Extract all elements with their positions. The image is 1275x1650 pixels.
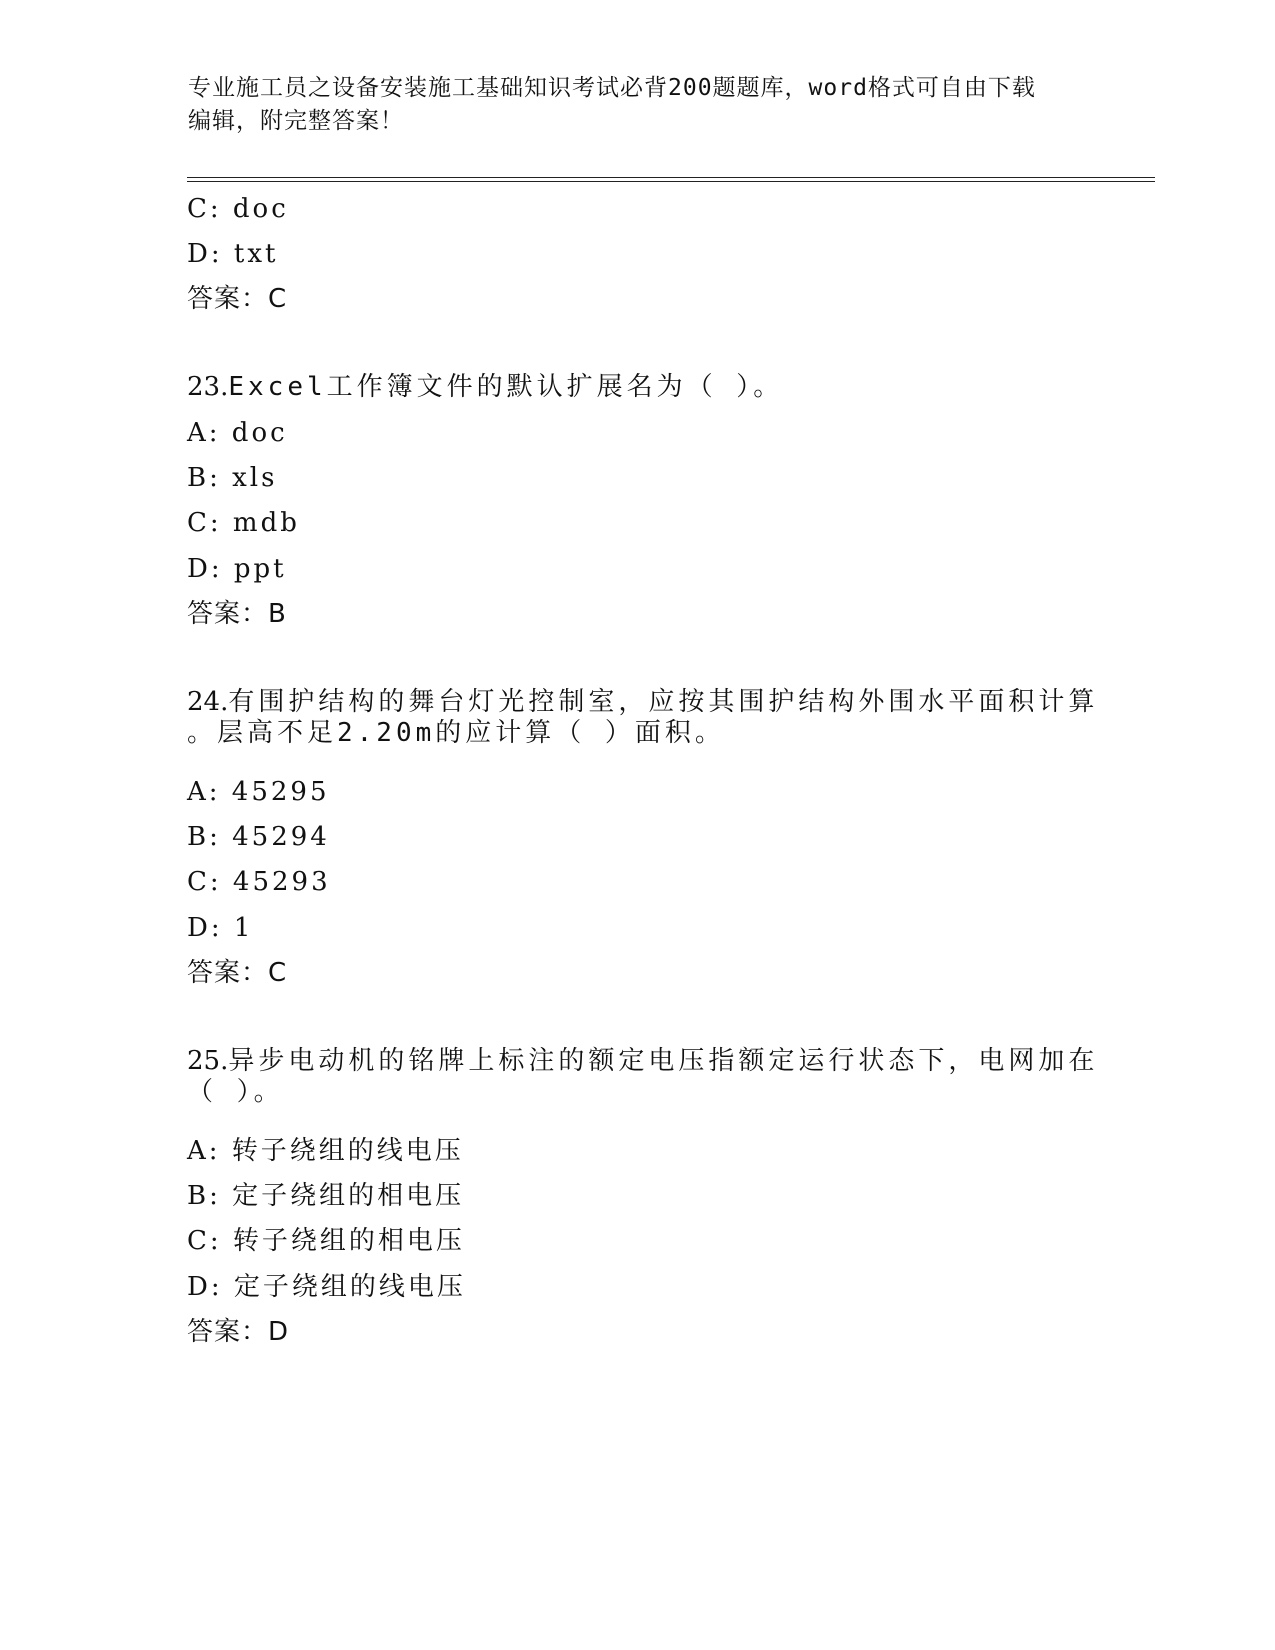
question-25-text-1: 异步电动机的铭牌上标注的额定电压指额定运行状态下，电网加在 xyxy=(228,1046,1099,1076)
document-header xyxy=(188,72,1068,138)
question-24-option-c: C: 45293 xyxy=(187,867,331,897)
question-24-option-b: B: 45294 xyxy=(187,822,330,852)
question-23-option-b: B: xls xyxy=(187,463,278,493)
question-25-number: 25. xyxy=(187,1046,229,1076)
header-divider-top xyxy=(187,177,1155,178)
prev-option-d: D: txt xyxy=(187,239,279,269)
prev-option-c: C: doc xyxy=(187,194,289,224)
question-24-text-1: 有围护结构的舞台灯光控制室，应按其围护结构外围水平面积计算 xyxy=(228,687,1099,717)
question-25-option-d: D: 定子绕组的线电压 xyxy=(187,1272,466,1302)
question-24-text-2: 。层高不足2.20m的应计算（ ）面积。 xyxy=(187,718,725,748)
question-23 xyxy=(187,370,783,404)
question-23-option-a: A: doc xyxy=(187,418,288,448)
prev-answer: 答案：C xyxy=(187,284,288,314)
question-24-option-a: A: 45295 xyxy=(187,777,330,807)
question-25-option-a: A: 转子绕组的线电压 xyxy=(187,1136,464,1166)
question-25-option-b: B: 定子绕组的相电压 xyxy=(187,1181,465,1211)
question-24-option-d: D: 1 xyxy=(187,913,254,943)
question-24-number: 24. xyxy=(187,687,229,717)
question-23-answer: 答案：B xyxy=(187,599,287,629)
question-25-answer: 答案：D xyxy=(187,1317,290,1347)
question-23-option-c: C: mdb xyxy=(187,508,300,538)
question-23-text: Excel工作簿文件的默认扩展名为（ ）。 xyxy=(228,372,784,402)
question-23-number: 23. xyxy=(187,372,229,402)
question-24-line-1 xyxy=(187,685,1098,719)
question-24-answer: 答案：C xyxy=(187,958,288,988)
question-25-option-c: C: 转子绕组的相电压 xyxy=(187,1226,465,1256)
header-title-line-2: 编辑，附完整答案！ xyxy=(188,108,404,134)
header-divider-bottom xyxy=(187,181,1155,182)
header-title-line-1: 专业施工员之设备安装施工基础知识考试必背200题题库，word格式可自由下载 xyxy=(188,75,1036,101)
question-25-text-2: （ ）。 xyxy=(187,1077,284,1107)
question-25-line-1 xyxy=(187,1044,1098,1078)
question-23-option-d: D: ppt xyxy=(187,554,287,584)
